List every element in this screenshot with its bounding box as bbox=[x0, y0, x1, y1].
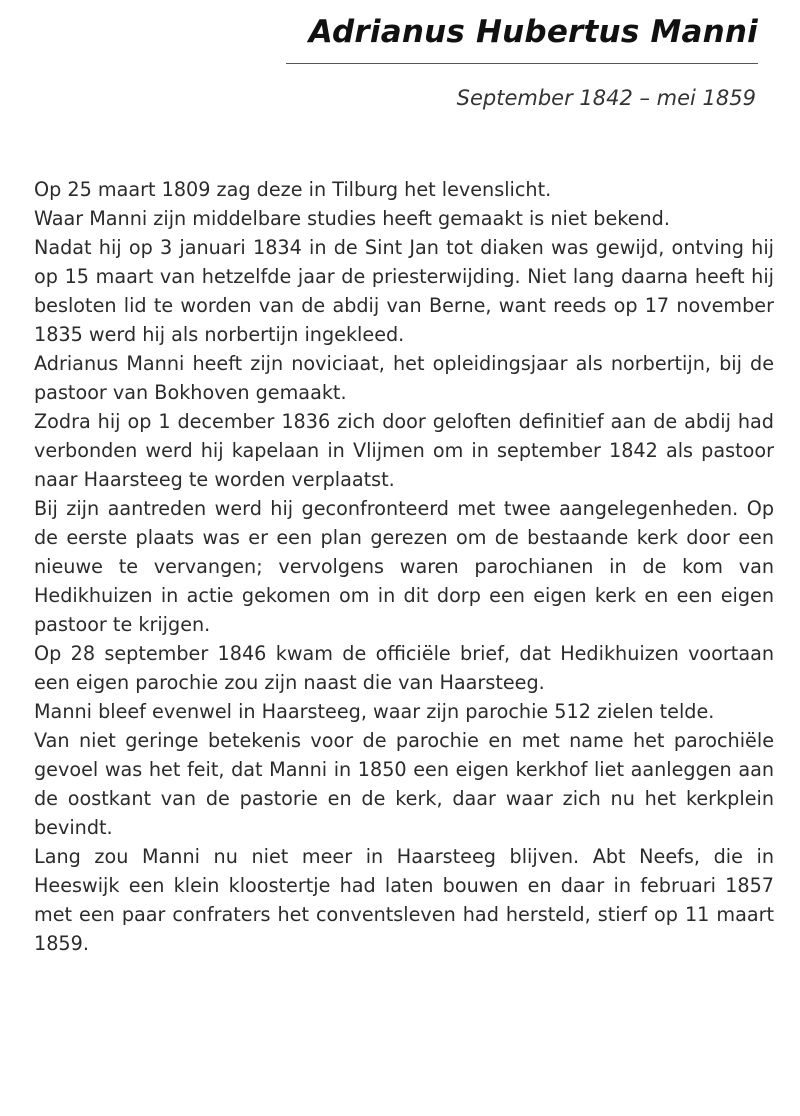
paragraph: Op 25 maart 1809 zag deze in Tilburg het levenslicht. bbox=[34, 178, 552, 201]
page-title: Adrianus Hubertus Manni bbox=[308, 14, 758, 50]
paragraph: Adrianus Manni heeft zijn noviciaat, het opleidingsjaar als norbertijn, bij de pastoor van Bokhoven gemaakt. bbox=[34, 352, 774, 404]
paragraph: Op 28 september 1846 kwam de officiële brief, dat Hedikhuizen voortaan een eigen parochie zou zijn naast die van Haarsteeg. bbox=[34, 642, 774, 694]
paragraph: Manni bleef evenwel in Haarsteeg, waar zijn parochie 512 zielen telde. bbox=[34, 700, 715, 723]
title-divider bbox=[286, 63, 758, 64]
paragraph: Bij zijn aantreden werd hij geconfronteerd met twee aangelegenheden. Op de eerste plaats was er een plan gerezen om de bestaande kerk door een nieuwe te vervangen; vervolgens waren parochianen in de kom van Hedikhuizen in actie gekomen om in dit dorp een eigen kerk en een eigen pastoor te krijgen. bbox=[34, 497, 774, 636]
paragraph: Zodra hij op 1 december 1836 zich door geloften definitief aan de abdij had verbonden werd hij kapelaan in Vlijmen om in september 1842 als pastoor naar Haarsteeg te worden verplaatst. bbox=[34, 410, 774, 491]
paragraph: Nadat hij op 3 januari 1834 in de Sint Jan tot diaken was gewijd, ontving hij op 15 maart van hetzelfde jaar de priesterwijding. Niet lang daarna heeft hij besloten lid te worden van de abdij van Berne, want reeds op 17 november 1835 werd hij als norbertijn ingekleed. bbox=[34, 236, 774, 346]
paragraph: Waar Manni zijn middelbare studies heeft gemaakt is niet bekend. bbox=[34, 207, 670, 230]
paragraph: Lang zou Manni nu niet meer in Haarsteeg blijven. Abt Neefs, die in Heeswijk een klein kloostertje had laten bouwen en daar in februari 1857 met een paar confraters het conventsleven had hersteld, stierf op 11 maart 1859. bbox=[34, 845, 774, 955]
page-subtitle: September 1842 – mei 1859 bbox=[456, 86, 756, 110]
body-text bbox=[34, 175, 774, 958]
paragraph: Van niet geringe betekenis voor de parochie en met name het parochiële gevoel was het feit, dat Manni in 1850 een eigen kerkhof liet aanleggen aan de oostkant van de pastorie en de kerk, daar waar zich nu het kerkplein bevindt. bbox=[34, 729, 774, 839]
